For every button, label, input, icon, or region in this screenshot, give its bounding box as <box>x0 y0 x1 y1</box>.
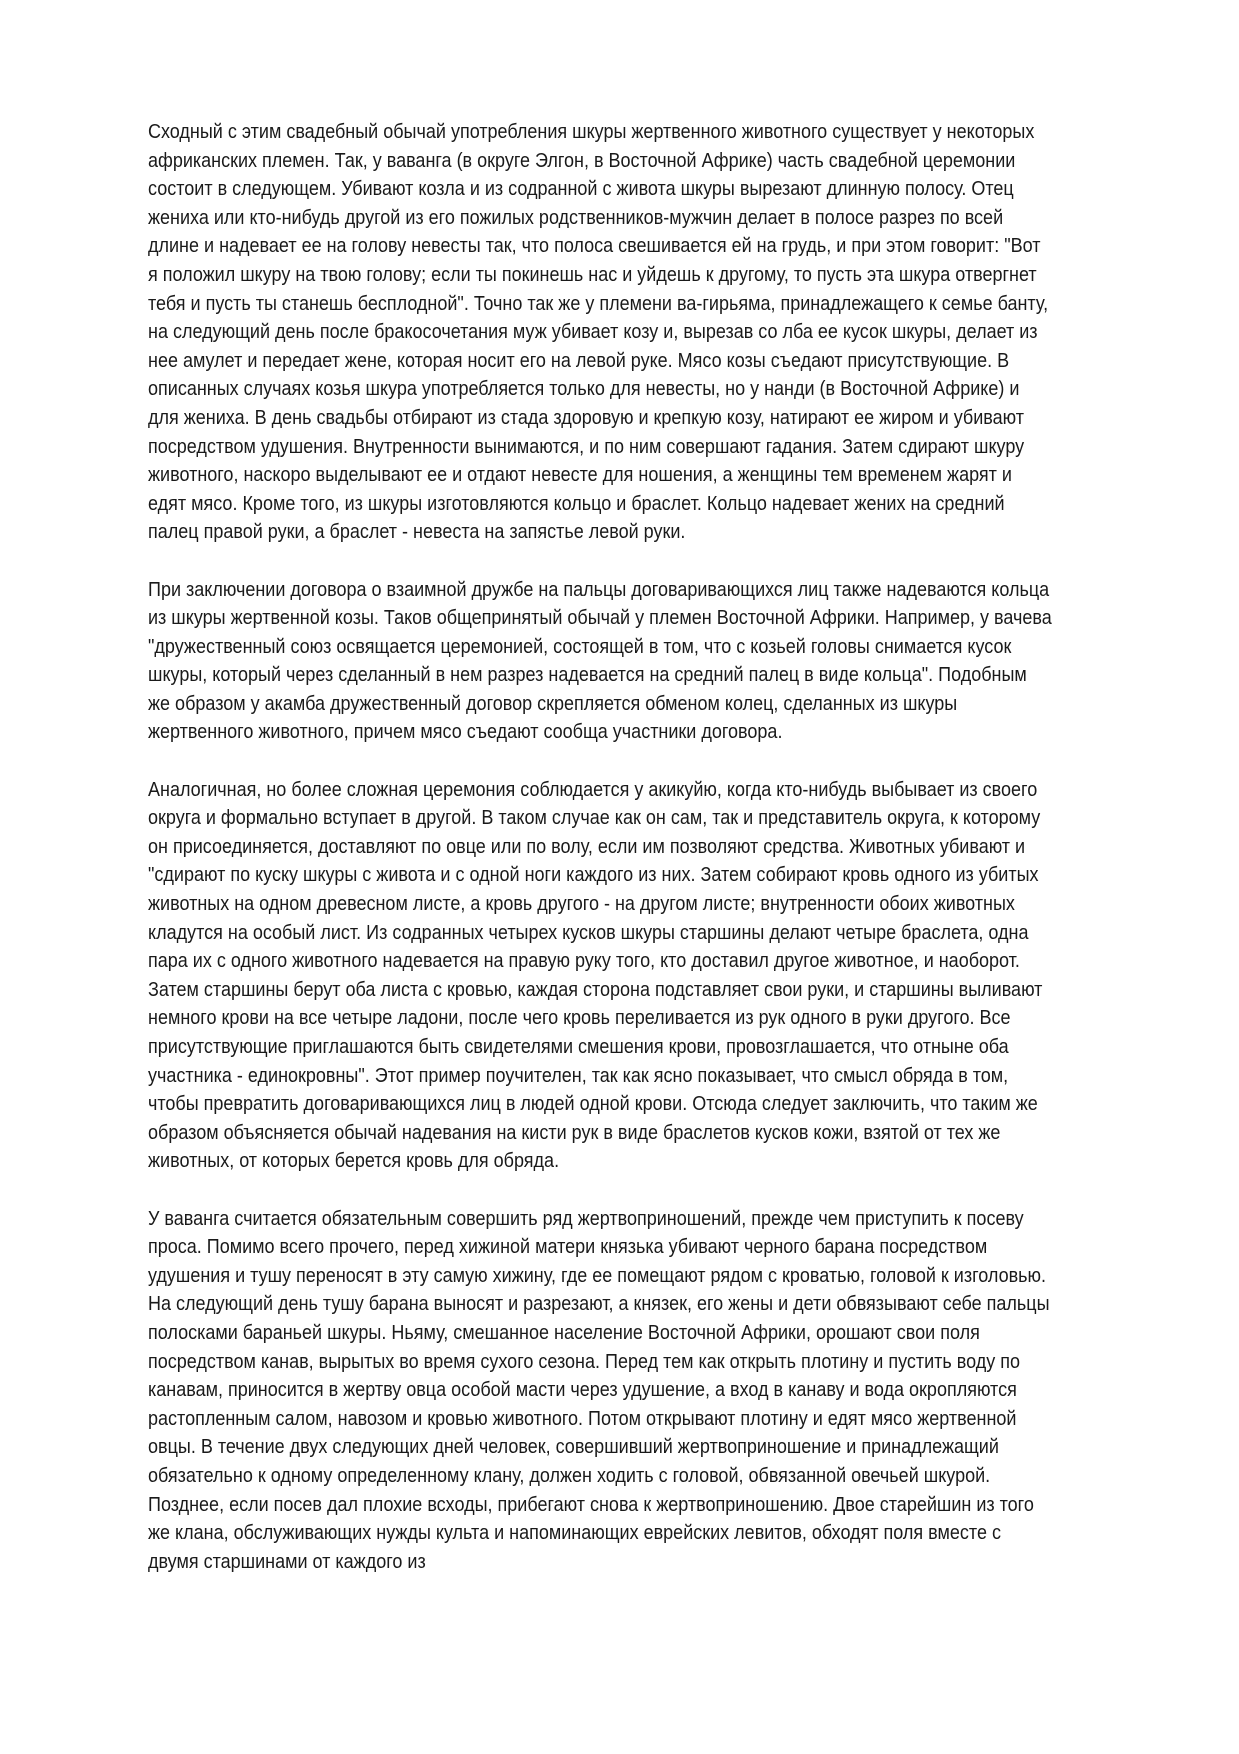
paragraph-3: Аналогичная, но более сложная церемония соблюдается у акикуйю, когда кто-нибудь выбывает из своего округа и формально вступает в другой. В таком случае как он сам, так и представитель округа, к которому он присоединяется, доставляют по овце или по волу, если им позволяют средства. Животных убивают и "сдирают по куску шкуры с живота и с одной ноги каждого из них. Затем собирают кровь одного из убитых животных на одном древесном листе, а кровь другого - на другом листе; внутренности обоих животных кладутся на особый лист. Из содранных четырех кусков шкуры старшины делают четыре браслета, одна пара их с одного животного надевается на правую руку того, кто доставил другое животное, и наоборот. Затем старшины берут оба листа с кровью, каждая сторона подставляет свои руки, и старшины выливают немного крови на все четыре ладони, после чего кровь переливается из рук одного в руки другого. Все присутствующие приглашаются быть свидетелями смешения крови, провозглашается, что отныне оба участника - единокровны". Этот пример поучителен, так как ясно показывает, что смысл обряда в том, чтобы превратить договаривающихся лиц в людей одной крови. Отсюда следует заключить, что таким же образом объясняется обычай надевания на кисти рук в виде браслетов кусков кожи, взятой от тех же животных, от которых берется кровь для обряда. <box>148 778 1043 1173</box>
document-page <box>148 118 1053 1605</box>
paragraph-2: При заключении договора о взаимной дружбе на пальцы договаривающихся лиц также надеваются кольца из шкуры жертвенной козы. Таков общепринятый обычай у племен Восточной Африки. Например, у вачева "дружественный союз освящается церемонией, состоящей в том, что с козьей головы снимается кусок шкуры, который через сделанный в нем разрез надевается на средний палец в виде кольца". Подобным же образом у акамба дружественный договор скрепляется обменом колец, сделанных из шкуры жертвенного животного, причем мясо съедают сообща участники договора. <box>148 578 1052 744</box>
paragraph-4: У ваванга считается обязательным совершить ряд жертвоприношений, прежде чем приступить к посеву проса. Помимо всего прочего, перед хижиной матери князька убивают черного барана посредством удушения и тушу переносят в эту самую хижину, где ее помещают рядом с кроватью, головой к изголовью. На следующий день тушу барана выносят и разрезают, а князек, его жены и дети обвязывают себе пальцы полосками бараньей шкуры. Ньяму, смешанное население Восточной Африки, орошают свои поля посредством канав, вырытых во время сухого сезона. Перед тем как открыть плотину и пустить воду по канавам, приносится в жертву овца особой масти через удушение, а вход в канаву и вода окропляются растопленным салом, навозом и кровью животного. Потом открывают плотину и едят мясо жертвенной овцы. В течение двух следующих дней человек, совершивший жертвоприношение и принадлежащий обязательно к одному определенному клану, должен ходить с головой, обвязанной овечьей шкурой. Позднее, если посев дал плохие всходы, прибегают снова к жертвоприношению. Двое старейшин из того же клана, обслуживающих нужды культа и напоминающих еврейских левитов, обходят поля вместе с двумя старшинами от каждого из <box>148 1207 1050 1573</box>
paragraph-1: Сходный с этим свадебный обычай употребления шкуры жертвенного животного существует у некоторых африканских племен. Так, у ваванга (в округе Элгон, в Восточной Африке) часть свадебной церемонии состоит в следующем. Убивают козла и из содранной с живота шкуры вырезают длинную полосу. Отец жениха или кто-нибудь другой из его пожилых родственников-мужчин делает в полосе разрез по всей длине и надевает ее на голову невесты так, что полоса свешивается ей на грудь, и при этом говорит: "Вот я положил шкуру на твою голову; если ты покинешь нас и уйдешь к другому, то пусть эта шкура отвергнет тебя и пусть ты станешь бесплодной". Точно так же у племени ва-гирьяма, принадлежащего к семье банту, на следующий день после бракосочетания муж убивает козу и, вырезав со лба ее кусок шкуры, делает из нее амулет и передает жене, которая носит его на левой руке. Мясо козы съедают присутствующие. В описанных случаях козья шкура употребляется только для невесты, но у нанди (в Восточной Африке) и для жениха. В день свадьбы отбирают из стада здоровую и крепкую козу, натирают ее жиром и убивают посредством удушения. Внутренности вынимаются, и по ним совершают гадания. Затем сдирают шкуру животного, наскоро выделывают ее и отдают невесте для ношения, а женщины тем временем жарят и едят мясо. Кроме того, из шкуры изготовляются кольцо и браслет. Кольцо надевает жених на средний палец правой руки, а браслет - невеста на запястье левой руки. <box>148 121 1049 544</box>
